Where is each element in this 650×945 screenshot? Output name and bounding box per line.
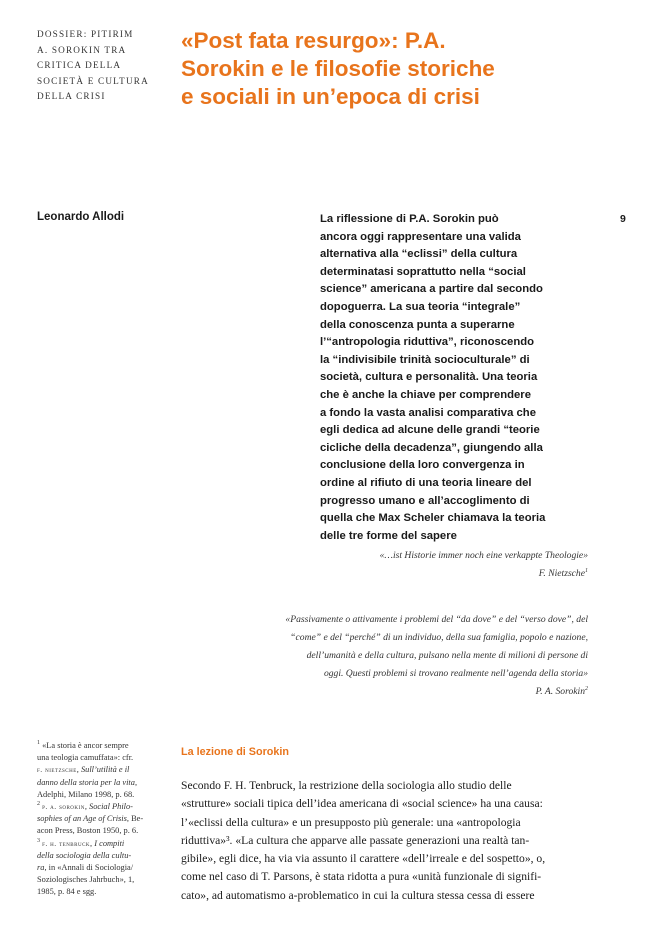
footnote-3-line: [37, 850, 172, 862]
footnote-1-line: [37, 740, 172, 752]
footnote-ref: 1: [585, 567, 588, 574]
section-heading: La lezione di Sorokin: [181, 746, 289, 758]
title-line: e sociali in un’epoca di crisi: [181, 84, 480, 109]
author-name: Leonardo Allodi: [37, 211, 125, 223]
abstract-line: che è anche la chiave per comprendere: [320, 388, 531, 401]
footnote-1-line: una teologia camuffata»: cfr.: [37, 753, 134, 763]
abstract-line: determinatasi soprattutto nella “social: [320, 265, 526, 278]
abstract-line: l’“antropologia riduttiva”, riconoscendo: [320, 336, 535, 349]
footnote-3-line: [37, 862, 172, 874]
footnote-title: I compiti: [94, 838, 125, 848]
abstract-line: società, cultura e personalità. Una teoria: [320, 371, 538, 384]
abstract-line: alternativa alla “eclissi” della cultura: [320, 248, 518, 261]
footnote-2-line: [37, 813, 172, 825]
title-line: Sorokin e le filosofie storiche: [181, 56, 495, 81]
abstract: [320, 211, 600, 545]
body-paragraph: [181, 777, 601, 905]
footnote-1-line: danno della storia per la vita,: [37, 777, 138, 787]
body-line: l’«eclissi della cultura» e un presupposto più generale: una «antropologia: [181, 815, 521, 829]
dossier-line: DOSSIER: PITIRIM: [37, 29, 134, 39]
dossier-line: CRITICA DELLA: [37, 60, 122, 70]
footnote-title: ra: [37, 863, 45, 873]
footnote-3-line: 1985, p. 84 e sgg.: [37, 887, 97, 897]
dossier-label: [37, 27, 167, 105]
footnote-mark: 3: [37, 837, 40, 844]
footnote-ref: 2: [585, 685, 588, 692]
abstract-line: cicliche della decadenza”, giungendo alla: [320, 441, 543, 454]
epigraph-quote: «…ist Historie immer noch eine verkappte Theologie»: [379, 550, 588, 561]
epigraph-sorokin: [188, 611, 588, 701]
abstract-line: dopoguerra. La sua teoria “integrale”: [320, 300, 521, 313]
abstract-line: a fondo la vasta analisi comparativa che: [320, 406, 536, 419]
dossier-line: DELLA CRISI: [37, 91, 106, 101]
body-line: «strutture» sociali tipica dell’idea americana di «social science» ha una causa:: [181, 797, 543, 811]
epigraph-author: [380, 565, 588, 583]
footnote-author: p. a. sorokin: [42, 802, 85, 812]
body-line: cato», ad automatismo a-problematico in cui la cultura stessa cessa di essere: [181, 888, 535, 902]
epigraph-nietzsche: [380, 547, 588, 583]
epigraph-line: dell’umanità e della cultura, pulsano nella mente di milioni di persone di: [306, 650, 588, 661]
abstract-line: conclusione della loro convergenza in: [320, 459, 525, 472]
epigraph-line: «Passivamente o attivamente i problemi del “da dove” e del “verso dove”, del: [285, 614, 588, 625]
dossier-line: SOCIETÀ E CULTURA: [37, 75, 149, 86]
body-line: come nel caso di T. Parsons, è stata ridotta a pura «unità funzionale di signifi-: [181, 870, 542, 884]
footnote-3-line: Soziologisches Jahrbuch», 1,: [37, 875, 135, 885]
footnote-mark: 1: [37, 740, 40, 747]
epigraph-line: oggi. Questi problemi si trovano realmente nell’agenda della storia»: [323, 668, 588, 679]
footnote-title: sophies of an Age of Crisis: [37, 814, 127, 824]
epigraph-author-name: F. Nietzsche: [538, 568, 585, 579]
epigraph-author-name: P. A. Sorokin: [535, 686, 585, 697]
footnote-title: Social Philo-: [89, 802, 133, 812]
abstract-line: ancora oggi rappresentare una valida: [320, 230, 521, 243]
footnote-title: Sull’utilità e il: [80, 765, 130, 775]
footnote-author: f. h. tenbruck: [42, 838, 91, 848]
footnote-title: della sociologia della cultu-: [37, 850, 132, 860]
footnote-mark: 2: [37, 801, 40, 808]
article-title: [181, 27, 601, 111]
footnote-3-line: $^3$ f. h. tenbruck, I compiti: [37, 837, 125, 848]
footnote-author: f. nietzsche: [37, 765, 77, 775]
abstract-line: quella che Max Scheler chiamava la teoria: [320, 512, 546, 525]
footnote-text: , in «Annali di Sociologia/: [44, 863, 134, 873]
footnotes: [37, 740, 172, 899]
abstract-line: egli dedica ad alcune delle grandi “teorie: [320, 424, 540, 437]
epigraph-author: [188, 683, 588, 701]
footnote-1-line: f. nietzsche, Sull’utilità e il: [37, 765, 130, 775]
abstract-line: La riflessione di P.A. Sorokin può: [320, 213, 499, 225]
footnote-title: danno della storia per la vita: [37, 777, 135, 787]
abstract-line: science” americana a partire dal secondo: [320, 283, 543, 296]
page-number: 9: [620, 213, 626, 225]
footnote-1-line: Adelphi, Milano 1998, p. 68.: [37, 789, 135, 799]
footnote-2-line: acon Press, Boston 1950, p. 6.: [37, 826, 139, 836]
title-line: «Post fata resurgo»: P.A.: [181, 28, 446, 53]
abstract-line: progresso umano e all’accoglimento di: [320, 494, 530, 507]
epigraph-line: “come” e del “perché” di un individuo, della sua famiglia, popolo e nazione,: [290, 632, 588, 643]
footnote-text: , Be-: [126, 814, 144, 824]
abstract-line: della conoscenza punta a superarne: [320, 318, 515, 331]
abstract-line: la “indivisibile trinità socioculturale” di: [320, 353, 530, 366]
abstract-line: ordine al rifiuto di una teoria lineare del: [320, 476, 532, 489]
footnote-2-line: $^2$ p. a. sorokin, Social Philo-: [37, 801, 133, 812]
dossier-line: A. SOROKIN TRA: [37, 44, 127, 55]
footnote-text: «La storia è ancor sempre: [42, 741, 129, 750]
body-line: riduttiva»³. «La cultura che apparve alle passate generazioni una realtà tan-: [181, 833, 530, 847]
body-line: gibile», egli dice, ha via via assunto il carattere «dell’irreale e del sospetto», o,: [181, 852, 546, 866]
body-line: Secondo F. H. Tenbruck, la restrizione della sociologia allo studio delle: [181, 779, 512, 792]
abstract-line: delle tre forme del sapere: [320, 529, 457, 542]
